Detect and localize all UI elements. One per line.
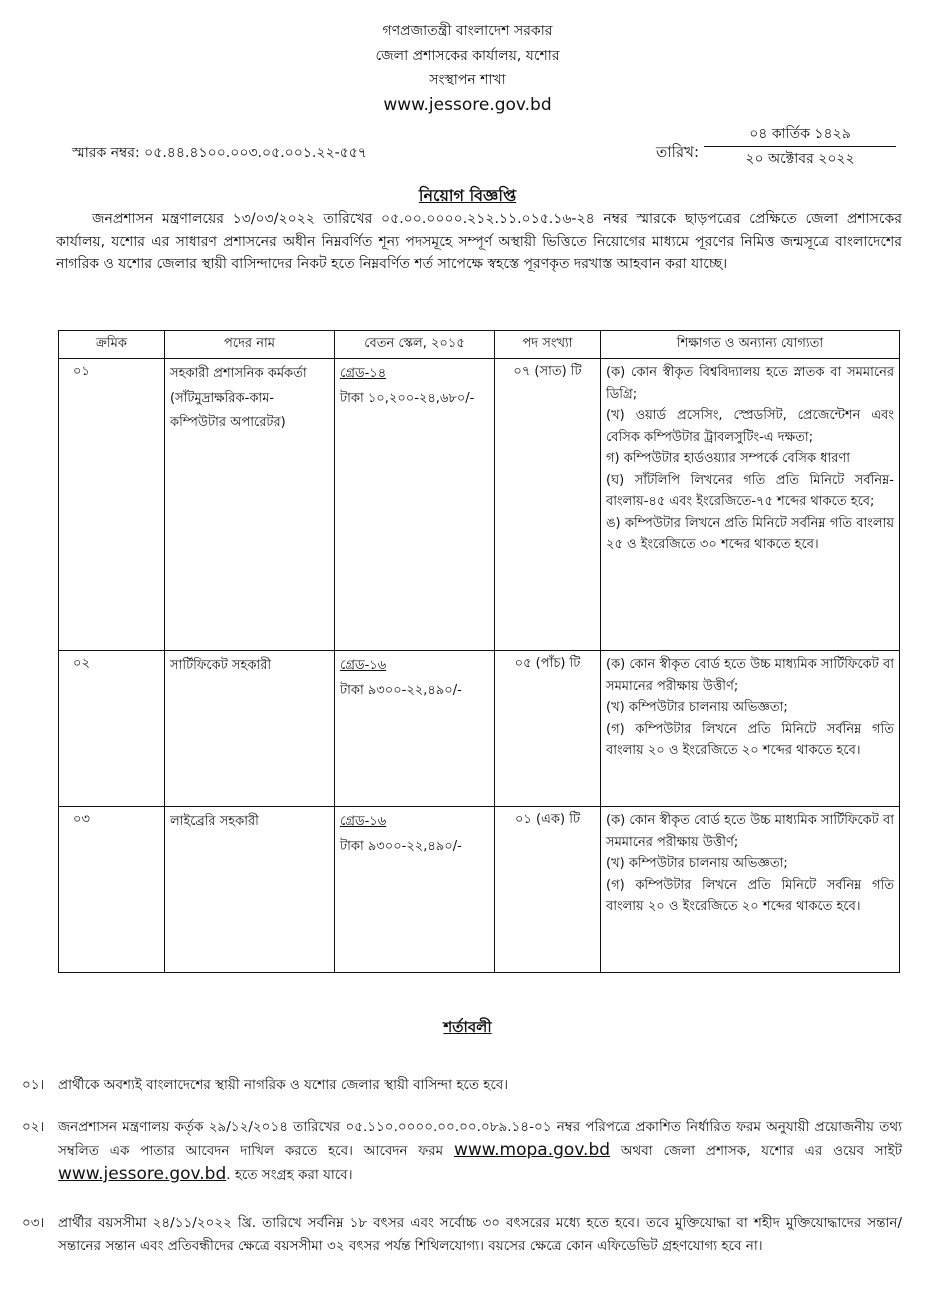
row-grade: গ্রেড-১৬ — [340, 814, 387, 829]
date-english: ২০ অক্টোবর ২০২২ — [745, 151, 855, 167]
memo-number: স্মারক নম্বর: ০৫.৪৪.৪১০০.০০৩.০৫.০০১.২২-৫৫৭ — [72, 145, 367, 161]
row-quals — [601, 807, 900, 973]
qual-line: (ঘ) সাঁটলিপি লিখনের গতি প্রতি মিনিটে সর্বনিম্ন-বাংলায়-৪৫ এবং ইংরেজিতে-৭৫ শব্দের থাকতে হবে; — [606, 472, 894, 509]
header-pay-scale: বেতন স্কেল, ২০১৫ — [335, 331, 495, 359]
row-grade: গ্রেড-১৪ — [340, 366, 387, 381]
qual-line: (খ) কম্পিউটার চালনায় অভিজ্ঞতা; — [606, 700, 788, 715]
qual-line: গ) কম্পিউটার হার্ডওয়্যার সম্পর্কে বেসিক ধারণা — [606, 451, 851, 466]
table-row — [59, 807, 900, 973]
condition-text: প্রার্থীর বয়সসীমা ২৪/১১/২০২২ খ্রি. তারিখে সর্বনিম্ন ১৮ বৎসর এবং সর্বোচ্চ ৩০ বৎসরের মধ্যে হতে হবে। তবে মুক্তিযোদ্ধা বা শহীদ মুক্তিযোদ্ধাদের সন্তান/সন্তানের সন্তান এবং প্রতিবন্ধীদের ক্ষেত্রে বয়সসীমা ৩২ বৎসর পর্যন্ত শিথিলযোগ্য। বয়সের ক্ষেত্রে কোন এফিডেভিট গ্রহণযোগ্য হবে না। — [58, 1215, 902, 1254]
condition-item — [22, 1212, 902, 1258]
row-quals — [601, 651, 900, 807]
posts-table — [58, 330, 900, 973]
row-serial: ০২ — [59, 651, 165, 807]
row-pay — [335, 651, 495, 807]
row-pay-range: টাকা ১০,২০০-২৪,৬৮০/- — [340, 390, 475, 406]
header-qualifications: শিক্ষাগত ও অন্যান্য যোগ্যতা — [601, 331, 900, 359]
qual-line: (ক) কোন স্বীকৃত বোর্ড হতে উচ্চ মাধ্যমিক সার্টিফিকেট বা সমমানের পরীক্ষায় উত্তীর্ণ; — [606, 813, 894, 850]
office-name: জেলা প্রশাসকের কার্যালয়, যশোর — [375, 48, 560, 64]
row-pay — [335, 807, 495, 973]
row-count: ০১ (এক) টি — [495, 807, 601, 973]
row-post: লাইব্রেরি সহকারী — [165, 807, 335, 973]
row-pay-range: টাকা ৯৩০০-২২,৪৯০/- — [340, 838, 462, 854]
row-grade: গ্রেড-১৬ — [340, 658, 387, 673]
mopa-link[interactable]: www.mopa.gov.bd — [454, 1140, 611, 1160]
row-pay-range: টাকা ৯৩০০-২২,৪৯০/- — [340, 682, 462, 698]
condition-item — [22, 1074, 902, 1097]
table-row — [59, 359, 900, 651]
section-name: সংস্থাপন শাখা — [429, 72, 506, 88]
row-count: ০৫ (পাঁচ) টি — [495, 651, 601, 807]
qual-line: (গ) কম্পিউটার লিখনে প্রতি মিনিটে সর্বনিম্ন গতি বাংলায় ২০ ও ইংরেজিতে ২০ শব্দের থাকতে হবে। — [606, 877, 894, 914]
date-bangla: ০৪ কার্তিক ১৪২৯ — [704, 122, 896, 147]
condition-text: প্রার্থীকে অবশ্যই বাংলাদেশের স্থায়ী নাগরিক ও যশোর জেলার স্থায়ী বাসিন্দা হতে হবে। — [58, 1077, 509, 1093]
condition-text — [58, 1116, 902, 1187]
qual-line: (খ) ওয়ার্ড প্রসেসিং, স্প্রেডসিট, প্রেজেন্টেশন এবং বেসিক কম্পিউটার ট্রাবলসুটিং-এ দক্ষতা; — [606, 408, 894, 445]
condition-text-b: অথবা জেলা প্রশাসক, যশোর এর ওয়েব সাইট — [620, 1143, 902, 1159]
table-header-row — [59, 331, 900, 359]
jessore-link[interactable]: www.jessore.gov.bd — [58, 1164, 227, 1184]
qual-line: (গ) কম্পিউটার লিখনে প্রতি মিনিটে সর্বনিম্ন গতি বাংলায় ২০ ও ইংরেজিতে ২০ শব্দের থাকতে হবে। — [606, 721, 894, 758]
qual-line: (ক) কোন স্বীকৃত বোর্ড হতে উচ্চ মাধ্যমিক সার্টিফিকেট বা সমমানের পরীক্ষায় উত্তীর্ণ; — [606, 657, 894, 694]
condition-number: ০৩। — [22, 1215, 45, 1231]
row-post: সার্টিফিকেট সহকারী — [165, 651, 335, 807]
condition-number: ০২। — [22, 1119, 45, 1135]
header-serial: ক্রমিক — [59, 331, 165, 359]
intro-paragraph: জনপ্রশাসন মন্ত্রণালয়ের ১৩/০৩/২০২২ তারিখের ০৫.০০.০০০০.২১২.১১.০১৫.১৬-২৪ নম্বর স্মারকে ছাড়পত্রের প্রেক্ষিতে জেলা প্রশাসকের কার্যালয়, যশোর এর সাধারণ প্রশাসনের অধীন নিম্নবর্ণিত শূন্য পদসমূহে সম্পূর্ণ অস্থায়ী ভিত্তিতে নিয়োগের মাধ্যমে পূরণের নিমিত্ত জন্মসূত্রে বাংলাদেশের নাগরিক ও যশোর জেলার স্থায়ী বাসিন্দাদের নিকট হতে নিম্নবর্ণিত শর্ত সাপেক্ষে স্বহস্তে পূরণকৃত দরখাস্ত আহবান করা যাচ্ছে। — [56, 211, 902, 272]
condition-number: ০১। — [22, 1077, 45, 1093]
row-post: সহকারী প্রশাসনিক কর্মকর্তা (সাঁটমুদ্রাক্ষরিক-কাম-কম্পিউটার অপারেটর) — [165, 359, 335, 651]
row-quals — [601, 359, 900, 651]
govt-name: গণপ্রজাতন্ত্রী বাংলাদেশ সরকার — [382, 23, 553, 39]
notice-title: নিয়োগ বিজ্ঞপ্তি — [418, 186, 517, 205]
date-label: তারিখ: — [656, 143, 700, 161]
date-box — [704, 122, 896, 171]
qual-line: ঙ) কম্পিউটার লিখনে প্রতি মিনিটে সর্বনিম্ন গতি বাংলায় ২৫ ও ইংরেজিতে ৩০ শব্দের থাকতে হবে। — [606, 515, 894, 552]
row-pay — [335, 359, 495, 651]
qual-line: (খ) কম্পিউটার চালনায় অভিজ্ঞতা; — [606, 856, 788, 871]
condition-text-c: . হতে সংগ্রহ করা যাবে। — [226, 1167, 353, 1183]
conditions-title: শর্তাবলী — [443, 1018, 492, 1036]
condition-item — [22, 1116, 902, 1187]
row-serial: ০৩ — [59, 807, 165, 973]
row-count: ০৭ (সাত) টি — [495, 359, 601, 651]
row-serial: ০১ — [59, 359, 165, 651]
table-row — [59, 651, 900, 807]
qual-line: (ক) কোন স্বীকৃত বিশ্ববিদ্যালয় হতে স্নাতক বা সমমানের ডিগ্রি; — [606, 365, 894, 402]
header-website[interactable]: www.jessore.gov.bd — [383, 95, 552, 115]
condition-text-a: জনপ্রশাসন মন্ত্রণালয় কর্তৃক ২৯/১২/২০১৪ তারিখের ০৫.১১০.০০০০.০০.০০.০৮৯.১৪-০১ নম্বর পরিপত্রে প্রকাশিত নির্ধারিত ফরম অনুযায়ী প্রয়োজনীয় তথ্য সম্বলিত এক পাতার আবেদন দাখিল করতে হবে। আবেদন ফরম — [58, 1119, 902, 1159]
header-post-count: পদ সংখ্যা — [495, 331, 601, 359]
header-post: পদের নাম — [165, 331, 335, 359]
